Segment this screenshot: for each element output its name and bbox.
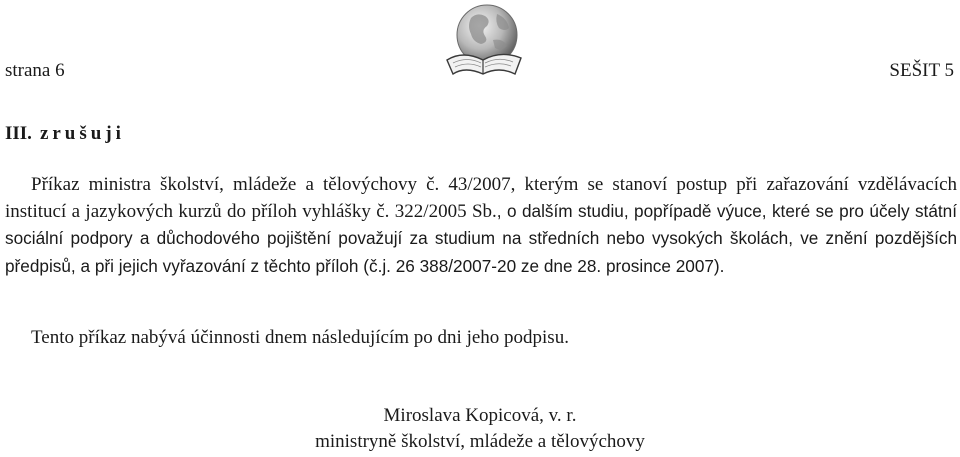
section-heading <box>5 123 125 145</box>
effect-statement: Tento příkaz nabývá účinnosti dnem následujícím po dni jeho podpisu. <box>31 327 569 348</box>
section-number: III. <box>5 123 32 144</box>
body-text-part2: , o dalším studiu, popřípadě výuce, které se pro účely státní sociální podpory a důchodového pojištění považují za studium na středních nebo vysokých školách, ve znění pozdějších předpisů, a při jejich vyřazování z těchto příloh (č.j. 26 388/2007-20 ze dne 28. prosince 2007). <box>5 201 957 276</box>
globe-book-icon <box>441 2 527 82</box>
body-paragraph <box>5 172 957 280</box>
page-number: strana 6 <box>5 60 65 81</box>
section-title: zrušuji <box>39 123 125 144</box>
signatory-title: ministryně školství, mládeže a tělovýchovy <box>315 431 645 452</box>
body-text-part1: Příkaz ministra školství, mládeže a tělovýchovy č. 43/2007, kterým se stanoví postup při zařazování vzdělávacích institucí a jazykových kurzů do příloh vyhlášky č. 322/2005 Sb. <box>5 174 957 223</box>
signatory-name: Miroslava Kopicová, v. r. <box>383 405 577 426</box>
issue-number: SEŠIT 5 <box>889 60 954 81</box>
